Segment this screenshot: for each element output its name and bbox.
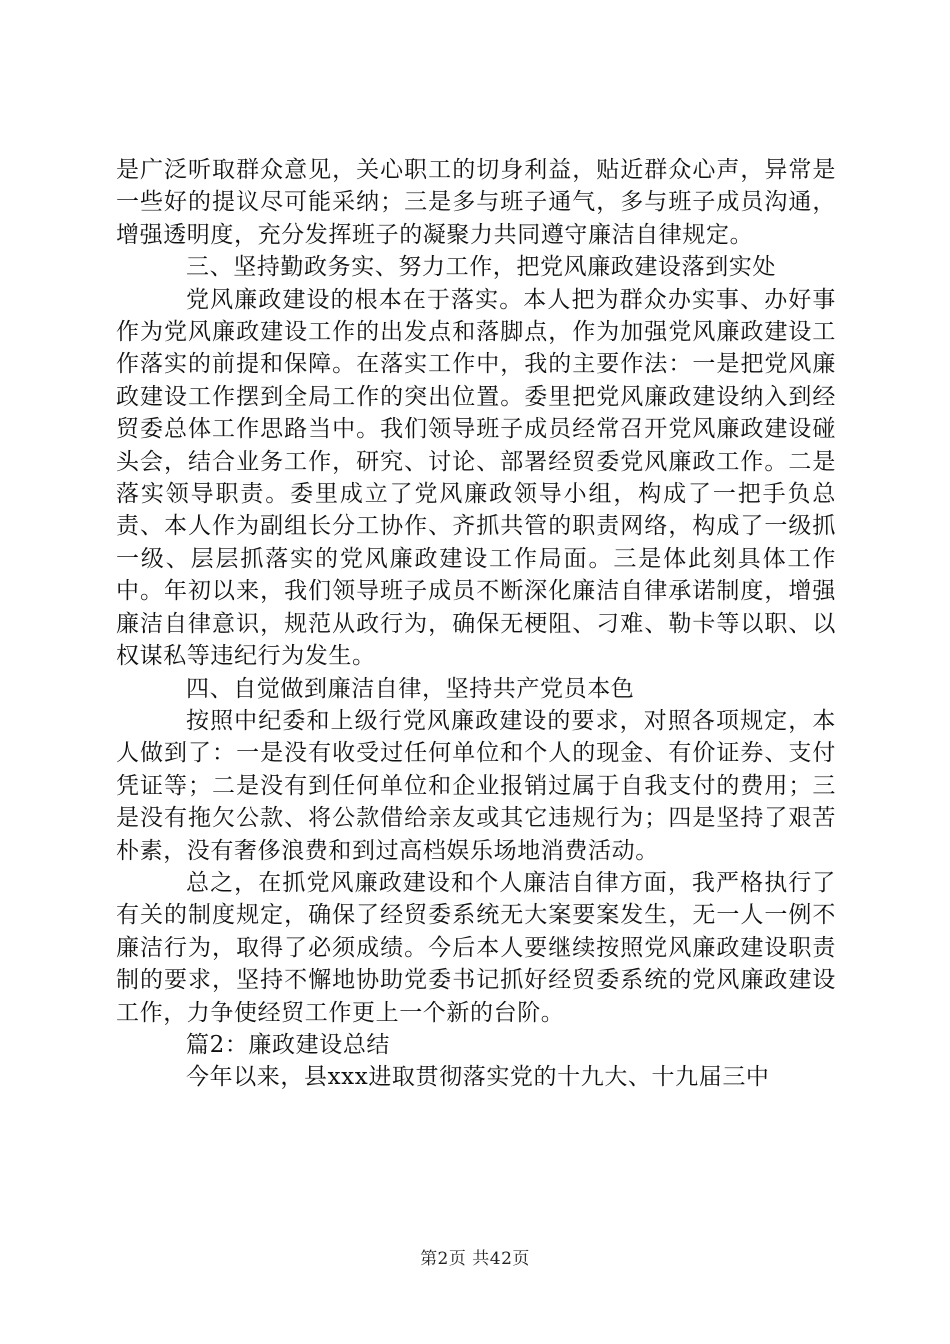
paragraph-implementation: 党风廉政建设的根本在于落实。本人把为群众办实事、办好事作为党风廉政建设工作的出发点和落脚点，作为加强党风廉政建设工作落实的前提和保障。在落实工作中，我的主要作法：一是把党风廉政建设工作摆到全局工作的突出位置。委里把党风廉政建设纳入到经贸委总体工作思路当中。我们领导班子成员经常召开党风廉政建设碰头会，结合业务工作，研究、讨论、部署经贸委党风廉政工作。二是落实领导职责。委里成立了党风廉政领导小组，构成了一把手负总责、本人作为副组长分工协作、齐抓共管的职责网络，构成了一级抓一级、层层抓落实的党风廉政建设工作局面。三是体此刻具体工作中。年初以来，我们领导班子成员不断深化廉洁自律承诺制度，增强廉洁自律意识，规范从政行为，确保无梗阻、刁难、勒卡等以职、以权谋私等违纪行为发生。 [116,286,836,670]
document-body [116,154,836,1094]
page-footer: 第2页 共42页 [420,1249,530,1269]
section-heading-3: 三、坚持勤政务实、努力工作，把党风廉政建设落到实处 [186,254,776,281]
paragraph-summary: 总之，在抓党风廉政建设和个人廉洁自律方面，我严格执行了有关的制度规定，确保了经贸委系统无大案要案发生，无一人一例不廉洁行为，取得了必须成绩。今后本人要继续按照党风廉政建设职责制的要求，坚持不懈地协助党委书记抓好经贸委系统的党风廉政建设工作，力争使经贸工作更上一个新的台阶。 [116,869,836,1026]
paragraph-continuation: 是广泛听取群众意见，关心职工的切身利益，贴近群众心声，异常是一些好的提议尽可能采纳；三是多与班子通气，多与班子成员沟通，增强透明度，充分发挥班子的凝聚力共同遵守廉洁自律规定。 [116,157,836,248]
article-2-heading: 篇2：廉政建设总结 [186,1031,391,1058]
section-heading-4: 四、自觉做到廉洁自律，坚持共产党员本色 [186,675,635,702]
paragraph-article-2-intro: 今年以来，县xxx进取贯彻落实党的十九大、十九届三中 [186,1064,770,1091]
paragraph-self-discipline: 按照中纪委和上级行党风廉政建设的要求，对照各项规定，本人做到了：一是没有收受过任何单位和个人的现金、有价证券、支付凭证等；二是没有到任何单位和企业报销过属于自我支付的费用；三是没有拖欠公款、将公款借给亲友或其它违规行为；四是坚持了艰苦朴素，没有奢侈浪费和到过高档娱乐场地消费活动。 [116,707,836,864]
